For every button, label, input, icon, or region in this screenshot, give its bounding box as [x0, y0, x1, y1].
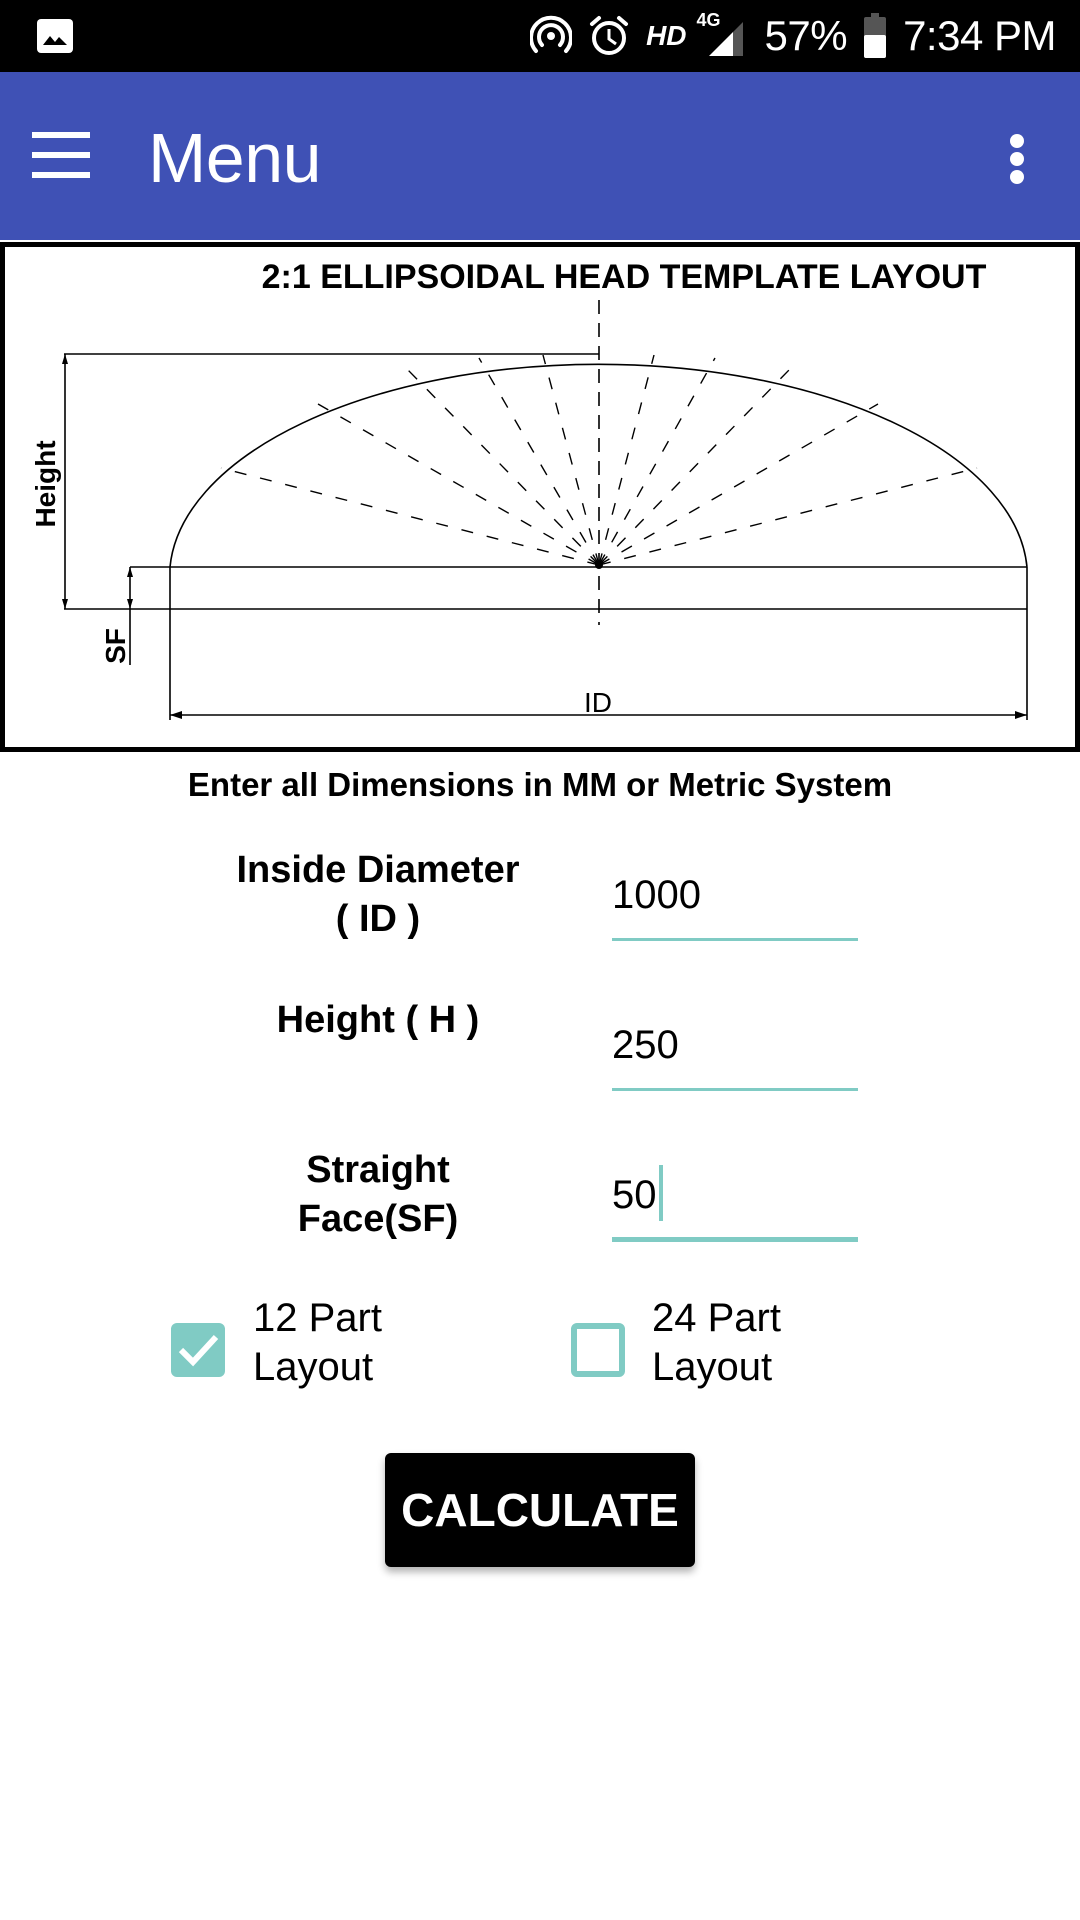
12-part-layout-checkbox[interactable] — [171, 1323, 225, 1377]
inside-diameter-label: Inside Diameter ( ID ) — [236, 849, 520, 940]
status-bar — [0, 0, 1080, 72]
24-part-layout-checkbox[interactable] — [571, 1323, 625, 1377]
hd-voice-icon: HD — [646, 20, 687, 51]
height-dimension-label: Height — [30, 440, 61, 528]
alarm-icon — [588, 14, 630, 58]
straight-face-input[interactable] — [612, 1165, 858, 1225]
signal-icon — [696, 10, 749, 58]
calculate-button[interactable]: CALCULATE — [385, 1453, 695, 1567]
straight-face-underline — [612, 1237, 858, 1242]
battery-percent: 57% — [764, 12, 848, 59]
height-underline — [612, 1088, 858, 1091]
diagram-drawing — [0, 242, 1080, 752]
ellipsoidal-head-diagram — [0, 242, 1080, 752]
id-dimension-label: ID — [584, 687, 612, 718]
height-label: Height ( H ) — [276, 999, 480, 1041]
inside-diameter-underline — [612, 938, 858, 941]
network-type-label: 4G — [696, 10, 721, 30]
hotspot-icon — [530, 14, 572, 58]
app-bar — [0, 72, 1080, 240]
inside-diameter-input[interactable] — [612, 865, 858, 925]
12-part-layout-label[interactable]: 12 Part Layout — [253, 1296, 382, 1389]
diagram-title: 2:1 ELLIPSOIDAL HEAD TEMPLATE LAYOUT — [261, 258, 987, 296]
app-title: Menu — [148, 119, 322, 197]
sf-dimension-label: SF — [100, 628, 131, 664]
gallery-icon — [36, 18, 74, 54]
24-part-layout-label[interactable]: 24 Part Layout — [652, 1296, 781, 1389]
check-icon — [171, 1323, 225, 1377]
hamburger-menu-icon[interactable] — [32, 132, 90, 178]
text-cursor — [659, 1165, 663, 1221]
units-instruction: Enter all Dimensions in MM or Metric System — [187, 766, 893, 803]
battery-icon — [863, 14, 887, 58]
more-vert-icon[interactable] — [1000, 126, 1036, 190]
clock: 7:34 PM — [903, 12, 1056, 59]
height-input[interactable] — [612, 1015, 858, 1075]
straight-face-label: Straight Face(SF) — [297, 1149, 459, 1240]
